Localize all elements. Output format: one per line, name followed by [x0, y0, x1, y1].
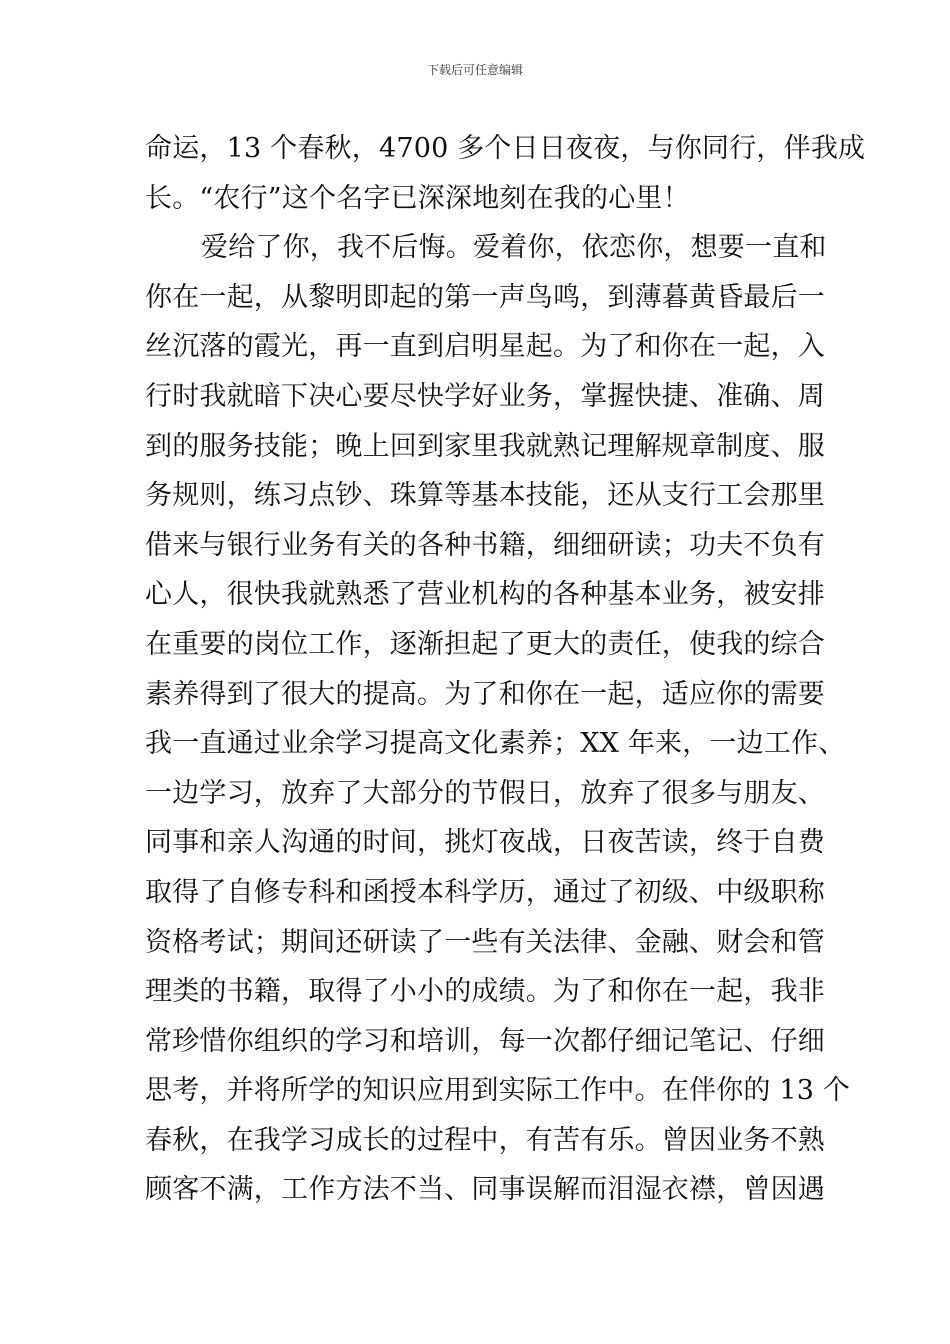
text-line: 春秋，在我学习成长的过程中，有苦有乐。曾因业务不熟: [145, 1124, 825, 1156]
text-line: 到的服务技能；晚上回到家里我就熟记理解规章制度、服: [145, 430, 825, 462]
text-line: 我一直通过业余学习提高文化素养；XX 年来，一边工作、: [145, 728, 846, 760]
document-body: [145, 124, 866, 1215]
text-line: 务规则，练习点钞、珠算等基本技能，还从支行工会那里: [145, 480, 825, 512]
text-line: 资格考试；期间还研读了一些有关法律、金融、财会和管: [145, 926, 825, 958]
text-line: 常珍惜你组织的学习和培训，每一次都仔细记笔记、仔细: [145, 1025, 825, 1057]
page-header: 下载后可任意编辑: [426, 63, 523, 77]
text-line: 借来与银行业务有关的各种书籍，细细研读；功夫不负有: [145, 529, 825, 561]
text-line: 素养得到了很大的提高。为了和你在一起，适应你的需要: [145, 678, 825, 710]
text-line: 一边学习，放弃了大部分的节假日，放弃了很多与朋友、: [145, 777, 825, 809]
text-line: 长。“农行”这个名字已深深地刻在我的心里！: [145, 182, 690, 214]
text-line: 在重要的岗位工作，逐渐担起了更大的责任，使我的综合: [145, 628, 825, 660]
text-line: 思考，并将所学的知识应用到实际工作中。在伴你的 13 个: [145, 1075, 851, 1107]
text-line: 同事和亲人沟通的时间，挑灯夜战，日夜苦读，终于自费: [145, 827, 825, 859]
text-line: 心人，很快我就熟悉了营业机构的各种基本业务，被安排: [145, 579, 825, 611]
text-line: 取得了自修专科和函授本科学历，通过了初级、中级职称: [145, 876, 825, 908]
text-line: 你在一起，从黎明即起的第一声鸟鸣，到薄暮黄昏最后一: [145, 281, 825, 313]
text-line: 丝沉落的霞光，再一直到启明星起。为了和你在一起，入: [145, 331, 825, 363]
paragraph-first-line: 爱给了你，我不后悔。爱着你，依恋你，想要一直和: [201, 232, 827, 264]
text-line: 顾客不满，工作方法不当、同事误解而泪湿衣襟，曾因遇: [145, 1174, 825, 1206]
text-line: 命运，13 个春秋，4700 多个日日夜夜，与你同行，伴我成: [145, 133, 866, 164]
text-line: 理类的书籍，取得了小小的成绩。为了和你在一起，我非: [145, 976, 825, 1008]
text-line: 行时我就暗下决心要尽快学好业务，掌握快捷、准确、周: [145, 380, 825, 412]
